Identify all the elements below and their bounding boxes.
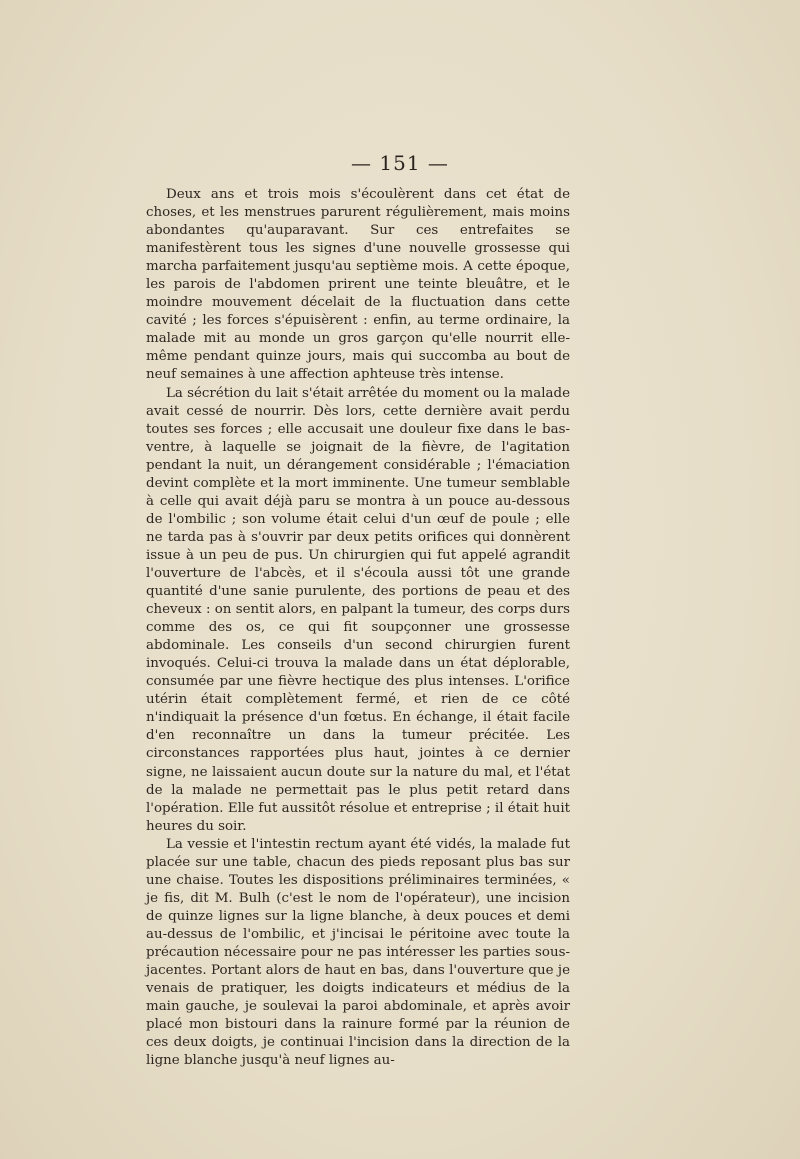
body-text: [146, 186, 570, 1070]
page-number: — 151 —: [351, 151, 449, 175]
paragraph-1: Deux ans et trois mois s'écoulèrent dans cet état de choses, et les menstrues parurent régulièrement, mais moins abondantes qu'auparavant. Sur ces entrefaites se manifestèrent tous les signes d'une nouvelle grossesse qui marcha parfaitement jusqu'au septième mois. A cette époque, les parois de l'abdomen prirent une teinte bleuâtre, et le moindre mouvement décelait de la fluctuation dans cette cavité ; les forces s'épuisèrent : enfin, au terme ordinaire, la malade mit au monde un gros garçon qu'elle nourrit elle-même pendant quinze jours, mais qui succomba au bout de neuf semaines à une affection aphteuse très intense.: [146, 187, 570, 383]
paragraph-2: La sécrétion du lait s'était arrêtée du moment ou la malade avait cessé de nourrir. Dès lors, cette dernière avait perdu toutes ses forces ; elle accusait une douleur fixe dans le bas-ventre, à laquelle se joignait de la fièvre, de l'agitation pendant la nuit, un dérangement considérable ; l'émaciation devint complète et la mort imminente. Une tumeur semblable à celle qui avait déjà paru se montra à un pouce au-dessous de l'ombilic ; son volume était celui d'un œuf de poule ; elle ne tarda pas à s'ouvrir par deux petits orifices qui donnèrent issue à un peu de pus. Un chirurgien qui fut appelé agrandit l'ouverture de l'abcès, et il s'écoula aussi tôt une grande quantité d'une sanie purulente, des portions de peau et des cheveux : on sentit alors, en palpant la tumeur, des corps durs comme des os, ce qui fit soupçonner une grossesse abdominale. Les conseils d'un second chirurgien furent invoqués. Celui-ci trouva la malade dans un état déplorable, consumée par une fièvre hectique des plus intenses. L'orifice utérin était complètement fermé, et rien de ce côté n'indiquait la présence d'un fœtus. En échange, il était facile d'en reconnaître un dans la tumeur précitée. Les circonstances rapportées plus haut, jointes à ce dernier signe, ne laissaient aucun doute sur la nature du mal, et l'état de la malade ne permettait pas le plus petit retard dans l'opération. Elle fut aussitôt résolue et entreprise ; il était huit heures du soir.: [146, 385, 570, 834]
paragraph-3: La vessie et l'intestin rectum ayant été vidés, la malade fut placée sur une table, chacun des pieds reposant plus bas sur une chaise. Toutes les dispositions préliminaires terminées, « je fis, dit M. Bulh (c'est le nom de l'opérateur), une incision de quinze lignes sur la ligne blanche, à deux pouces et demi au-dessus de l'ombilic, et j'incisai le péritoine avec toute la précaution nécessaire pour ne pas intéresser les parties sous-jacentes. Portant alors de haut en bas, dans l'ouverture que je venais de pratiquer, les doigts indicateurs et médius de la main gauche, je soulevai la paroi abdominale, et après avoir placé mon bistouri dans la rainure formé par la réunion de ces deux doigts, je continuai l'incision dans la direction de la ligne blanche jusqu'à neuf lignes au-: [146, 836, 570, 1069]
